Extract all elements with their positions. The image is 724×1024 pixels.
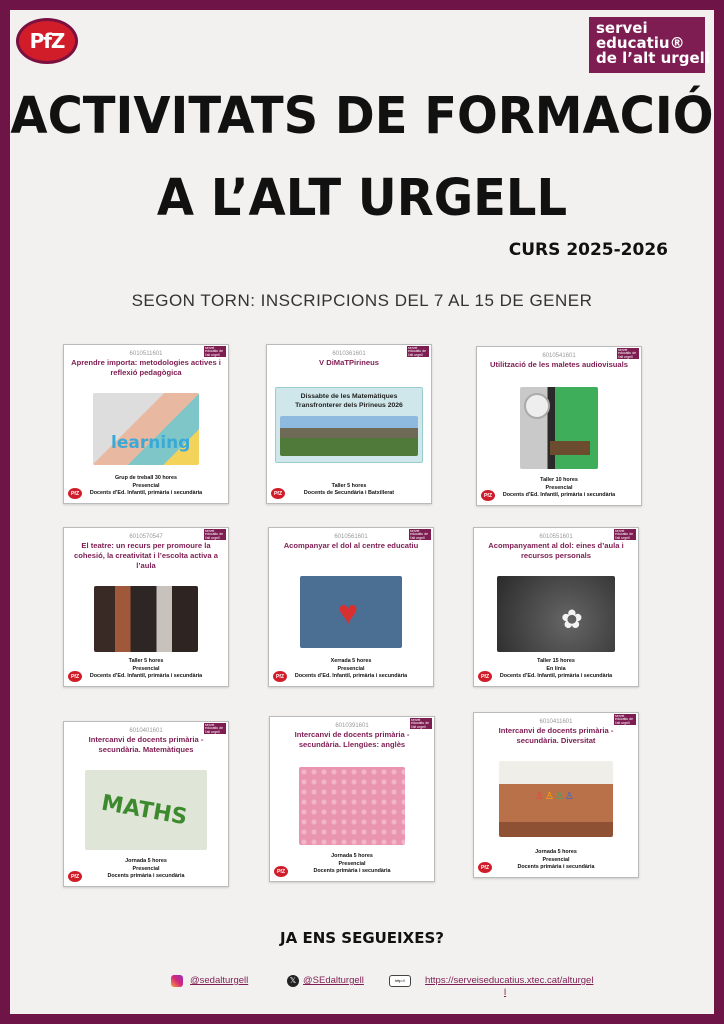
card-brand-tag: servei educatiu de l'alt urgell [617,348,639,359]
course-subtitle: Dissabte de les Matemàtiques Transfronterer dels Pirineus 2026 [295,393,403,409]
course-card[interactable] [63,721,229,887]
course-title: Utilització de les maletes audiovisuals [489,360,628,369]
website-link-wrap[interactable]: l [504,987,507,998]
flower-icon: ✿ [561,604,583,634]
course-card[interactable] [266,344,432,504]
pfz-logo: PfZ [16,18,78,64]
card-brand-tag: servei educatiu de l'alt urgell [407,346,429,357]
pfz-mini-logo: PfZ [68,871,82,882]
course-image [94,586,198,652]
heart-icon: ♥ [338,594,359,632]
course-title: Acompanyament al dol: eines d’aula i recursos personals [488,541,624,560]
course-meta: Xerrada 5 hores Presencial Docents d’Ed. Infantil, primària i secundària [294,658,408,680]
course-image: ♙♙♙♙ [499,761,613,837]
instagram-link[interactable]: @sedalturgell [190,975,249,986]
pfz-mini-logo: PfZ [273,671,287,682]
instagram-icon[interactable] [171,975,183,987]
course-title: Intercanvi de docents primària - secundària. Llengües: anglès [294,730,410,749]
course-meta: Jornada 5 hores Presencial Docents primària i secundària [313,853,391,875]
course-card[interactable] [268,527,434,687]
pfz-mini-logo: PfZ [274,866,288,877]
course-image [497,576,615,652]
course-code: 6010551601 [539,534,573,540]
website-link[interactable]: https://serveiseducatius.xtec.cat/alturgel [425,975,594,986]
card-brand-tag: servei educatiu de l'alt urgell [204,723,226,734]
course-title: V DiMaTPirineus [319,358,379,367]
enrollment-round: SEGON TORN: INSCRIPCIONS DEL 7 AL 15 DE GENER [131,291,593,310]
course-title: Intercanvi de docents primària - secundària. Diversitat [498,726,614,745]
card-brand-tag: servei educatiu de l'alt urgell [614,714,636,725]
main-title-line1: ACTIVITATS DE FORMACIÓ [10,86,714,146]
course-image [299,767,405,845]
course-title: Acompanyar el dol al centre educatiu [283,541,419,550]
course-code: 6010561601 [334,534,368,540]
pfz-mini-logo: PfZ [478,862,492,873]
course-meta: Taller 15 hores En línia Docents d’Ed. Infantil, primària i secundària [499,658,613,680]
servei-educatiu-logo: servei educatiu® de l’alt urgell [589,17,705,73]
web-link-icon[interactable]: http:// [389,975,411,987]
course-code: 6010411601 [539,719,573,725]
card-brand-tag: servei educatiu de l'alt urgell [204,529,226,540]
course-image [520,387,598,469]
course-card[interactable] [476,346,642,506]
card-brand-tag: servei educatiu de l'alt urgell [204,346,226,357]
follow-us-label: JA ENS SEGUEIXES? [280,929,444,947]
x-icon[interactable]: 𝕏 [287,975,299,987]
course-meta: Grup de treball 30 hores Presencial Docents d’Ed. Infantil, primària i secundària [89,475,203,497]
course-title: El teatre: un recurs per promoure la cohesió, la creativitat i l’escolta activa a l’aula [74,541,218,570]
x-link[interactable]: @SEdalturgell [303,975,364,986]
course-code: 6010511601 [129,351,163,357]
course-label: CURS 2025-2026 [508,240,668,260]
course-code: 6010361601 [332,351,366,357]
course-title: Aprendre importa: metodologies actives i reflexió pedagògica [71,358,221,377]
card-brand-tag: servei educatiu de l'alt urgell [614,529,636,540]
course-card[interactable] [63,344,229,504]
course-meta: Jornada 5 hores Presencial Docents primària i secundària [107,858,185,880]
course-meta: Taller 5 hores Docents de Secundària i Batxillerat [303,482,395,497]
course-image [275,387,423,463]
course-card[interactable] [269,716,435,882]
course-code: 6010570547 [129,534,163,540]
course-image: MATHS [85,770,207,850]
course-card[interactable] [63,527,229,687]
pfz-mini-logo: PfZ [68,488,82,499]
course-image: learning [93,393,199,465]
course-image [300,576,402,648]
pfz-mini-logo: PfZ [478,671,492,682]
card-brand-tag: servei educatiu de l'alt urgell [409,529,431,540]
course-meta: Jornada 5 hores Presencial Docents primària i secundària [517,849,595,871]
course-title: Intercanvi de docents primària - secundària. Matemàtiques [88,735,204,754]
card-brand-tag: servei educatiu de l'alt urgell [410,718,432,729]
pfz-mini-logo: PfZ [481,490,495,501]
course-meta: Taller 5 hores Presencial Docents d’Ed. Infantil, primària i secundària [89,658,203,680]
course-meta: Taller 10 hores Presencial Docents d’Ed. Infantil, primària i secundària [502,477,616,499]
pfz-mini-logo: PfZ [68,671,82,682]
course-card[interactable] [473,527,639,687]
course-card[interactable] [473,712,639,878]
course-code: 6010401601 [129,728,163,734]
course-code: 6010541601 [542,353,576,359]
pfz-mini-logo: PfZ [271,488,285,499]
main-title-line2: A L’ALT URGELL [156,168,568,228]
course-code: 6010391601 [335,723,369,729]
